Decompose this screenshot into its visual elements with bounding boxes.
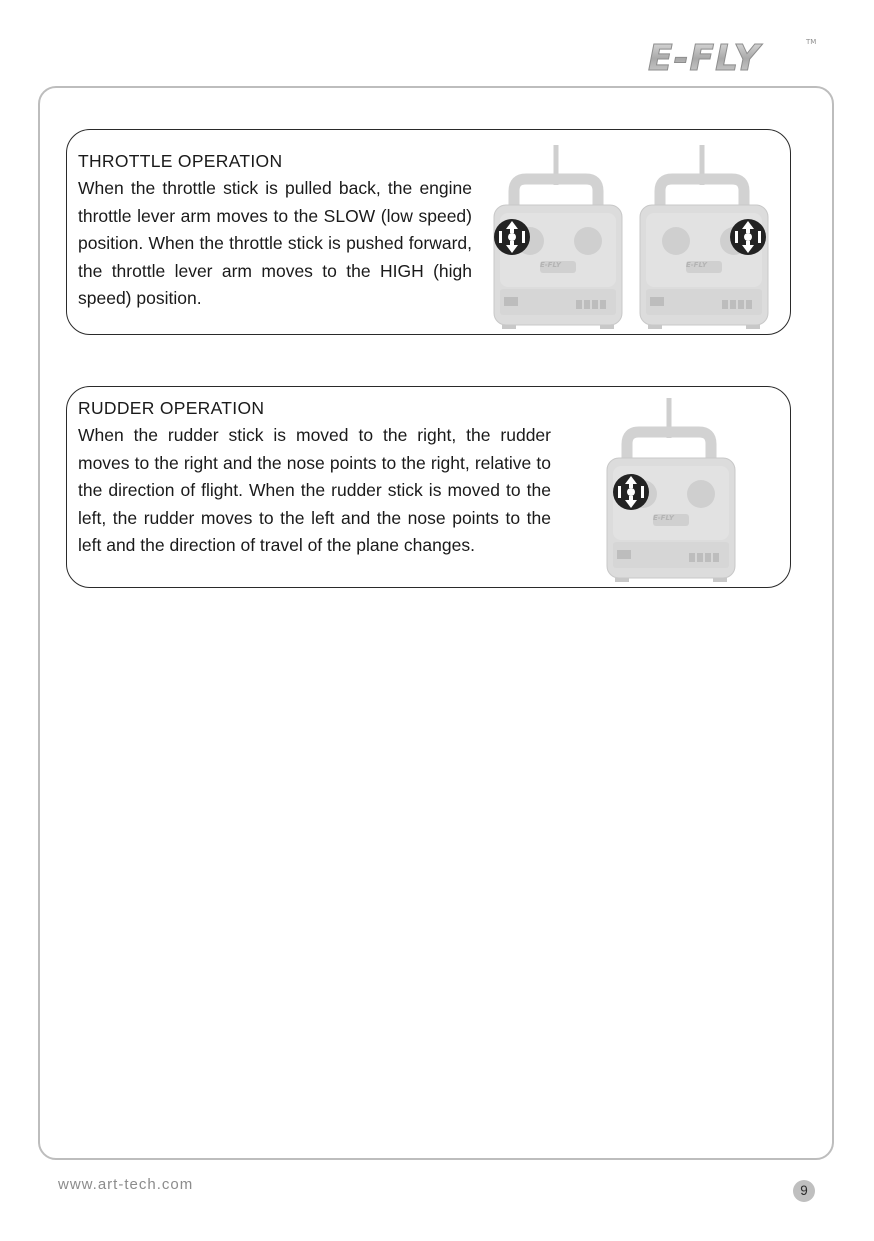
- rudder-operation-card: [66, 386, 791, 588]
- transmitter-throttle-forward-image: [638, 143, 770, 333]
- left-stick-arrows-icon: [613, 474, 649, 510]
- transmitter-screen-label: E-FLY: [653, 514, 674, 522]
- transmitter-screen-label: E-FLY: [540, 261, 561, 269]
- throttle-operation-card: [66, 129, 791, 335]
- transmitter-rudder-image: [605, 396, 737, 586]
- e-fly-logo: [646, 36, 824, 76]
- right-stick-vertical-arrows-icon: [730, 219, 766, 255]
- transmitter-throttle-back-image: [492, 143, 624, 333]
- rudder-description: When the rudder stick is moved to the right, the rudder moves to the right and the nose points to the right, relative to the direction of flight. When the rudder stick is moved to the left, the rudder moves to the left and the nose points to the left and the direction of travel of the plane changes.: [78, 425, 551, 555]
- transmitter-screen-label: E-FLY: [686, 261, 707, 269]
- left-stick-vertical-arrows-icon: [494, 219, 530, 255]
- throttle-title: THROTTLE OPERATION: [78, 151, 283, 171]
- logo-wordmark: E-FLY: [648, 38, 761, 76]
- rudder-title: RUDDER OPERATION: [78, 398, 265, 418]
- footer-website-url: www.art-tech.com: [58, 1176, 194, 1193]
- trademark-mark: TM: [806, 38, 817, 46]
- page-number-badge: 9: [793, 1180, 815, 1202]
- throttle-description: When the throttle stick is pulled back, the engine throttle lever arm moves to the SLOW (low speed) position. When the throttle stick is pushed forward, the throttle lever arm moves to the HIGH (high speed) position.: [78, 178, 472, 308]
